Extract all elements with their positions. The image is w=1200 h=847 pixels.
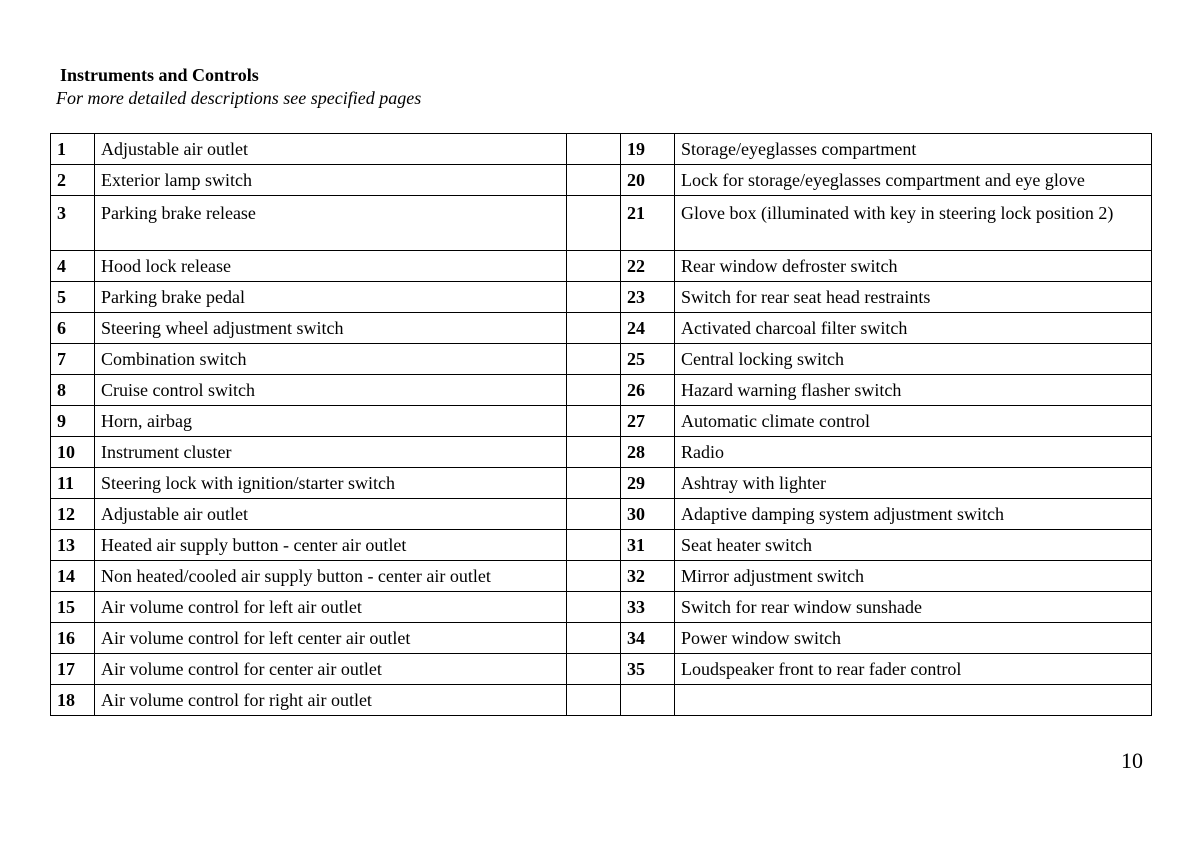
left-item-label: Heated air supply button - center air outlet <box>95 530 567 561</box>
right-item-label: Switch for rear seat head restraints <box>675 282 1152 313</box>
left-item-number: 13 <box>51 530 95 561</box>
right-item-number: 23 <box>621 282 675 313</box>
left-item-number: 9 <box>51 406 95 437</box>
right-item-label: Activated charcoal filter switch <box>675 313 1152 344</box>
spacer-cell <box>567 251 621 282</box>
controls-table <box>50 133 1152 716</box>
right-item-label: Storage/eyeglasses compartment <box>675 134 1152 165</box>
left-item-label: Hood lock release <box>95 251 567 282</box>
left-item-label: Instrument cluster <box>95 437 567 468</box>
right-item-label: Hazard warning flasher switch <box>675 375 1152 406</box>
spacer-cell <box>567 344 621 375</box>
left-item-label: Air volume control for left air outlet <box>95 592 567 623</box>
right-item-label: Automatic climate control <box>675 406 1152 437</box>
page-subtitle: For more detailed descriptions see specified pages <box>56 88 422 108</box>
left-item-number: 2 <box>51 165 95 196</box>
spacer-cell <box>567 530 621 561</box>
right-item-label: Mirror adjustment switch <box>675 561 1152 592</box>
left-item-label: Non heated/cooled air supply button - center air outlet <box>95 561 567 592</box>
left-item-number: 8 <box>51 375 95 406</box>
spacer-cell <box>567 623 621 654</box>
spacer-cell <box>567 468 621 499</box>
table-row <box>51 406 1152 437</box>
left-item-number: 10 <box>51 437 95 468</box>
left-item-label: Air volume control for right air outlet <box>95 685 567 716</box>
right-item-number: 27 <box>621 406 675 437</box>
left-item-label: Adjustable air outlet <box>95 499 567 530</box>
right-item-label: Lock for storage/eyeglasses compartment and eye glove <box>675 165 1152 196</box>
page-number: 10 <box>1121 748 1143 773</box>
spacer-cell <box>567 406 621 437</box>
spacer-cell <box>567 499 621 530</box>
table-row <box>51 654 1152 685</box>
left-item-label: Parking brake release <box>95 196 567 251</box>
right-item-label: Loudspeaker front to rear fader control <box>675 654 1152 685</box>
left-item-number: 7 <box>51 344 95 375</box>
left-item-label: Adjustable air outlet <box>95 134 567 165</box>
left-item-label: Air volume control for center air outlet <box>95 654 567 685</box>
left-item-number: 14 <box>51 561 95 592</box>
table-row <box>51 592 1152 623</box>
page-title: Instruments and Controls <box>60 65 259 85</box>
left-item-number: 4 <box>51 251 95 282</box>
table-row <box>51 468 1152 499</box>
table-row <box>51 165 1152 196</box>
left-item-number: 3 <box>51 196 95 251</box>
table-row <box>51 375 1152 406</box>
table-row <box>51 623 1152 654</box>
left-item-number: 15 <box>51 592 95 623</box>
spacer-cell <box>567 313 621 344</box>
right-item-number: 30 <box>621 499 675 530</box>
right-item-number: 28 <box>621 437 675 468</box>
table-row <box>51 344 1152 375</box>
spacer-cell <box>567 654 621 685</box>
left-item-number: 5 <box>51 282 95 313</box>
left-item-number: 12 <box>51 499 95 530</box>
right-item-number: 31 <box>621 530 675 561</box>
table-row <box>51 561 1152 592</box>
table-row <box>51 313 1152 344</box>
right-item-number: 35 <box>621 654 675 685</box>
left-item-label: Horn, airbag <box>95 406 567 437</box>
right-item-label: Seat heater switch <box>675 530 1152 561</box>
spacer-cell <box>567 165 621 196</box>
table-row <box>51 437 1152 468</box>
right-item-number: 32 <box>621 561 675 592</box>
right-item-label: Rear window defroster switch <box>675 251 1152 282</box>
spacer-cell <box>567 134 621 165</box>
right-item-label: Switch for rear window sunshade <box>675 592 1152 623</box>
right-item-number: 20 <box>621 165 675 196</box>
table-row <box>51 499 1152 530</box>
right-item-label: Glove box (illuminated with key in steering lock position 2) <box>675 196 1152 251</box>
spacer-cell <box>567 437 621 468</box>
left-item-label: Combination switch <box>95 344 567 375</box>
right-item-number: 33 <box>621 592 675 623</box>
table-row <box>51 251 1152 282</box>
left-item-label: Air volume control for left center air outlet <box>95 623 567 654</box>
right-item-label: Ashtray with lighter <box>675 468 1152 499</box>
right-item-number: 26 <box>621 375 675 406</box>
spacer-cell <box>567 196 621 251</box>
right-item-number: 22 <box>621 251 675 282</box>
right-item-number: 25 <box>621 344 675 375</box>
table-row <box>51 685 1152 716</box>
left-item-label: Steering lock with ignition/starter switch <box>95 468 567 499</box>
spacer-cell <box>567 561 621 592</box>
right-item-label: Central locking switch <box>675 344 1152 375</box>
left-item-number: 1 <box>51 134 95 165</box>
left-item-number: 17 <box>51 654 95 685</box>
right-item-label: Adaptive damping system adjustment switch <box>675 499 1152 530</box>
right-item-label: Power window switch <box>675 623 1152 654</box>
right-item-number: 29 <box>621 468 675 499</box>
table-row <box>51 530 1152 561</box>
right-item-label <box>675 685 1152 716</box>
spacer-cell <box>567 592 621 623</box>
table-row <box>51 196 1152 251</box>
right-item-number: 19 <box>621 134 675 165</box>
right-item-number: 21 <box>621 196 675 251</box>
left-item-number: 6 <box>51 313 95 344</box>
right-item-number: 24 <box>621 313 675 344</box>
left-item-label: Steering wheel adjustment switch <box>95 313 567 344</box>
table-row <box>51 134 1152 165</box>
right-item-number <box>621 685 675 716</box>
left-item-number: 16 <box>51 623 95 654</box>
table-row <box>51 282 1152 313</box>
right-item-label: Radio <box>675 437 1152 468</box>
left-item-label: Parking brake pedal <box>95 282 567 313</box>
left-item-number: 18 <box>51 685 95 716</box>
left-item-label: Cruise control switch <box>95 375 567 406</box>
spacer-cell <box>567 685 621 716</box>
left-item-number: 11 <box>51 468 95 499</box>
right-item-number: 34 <box>621 623 675 654</box>
left-item-label: Exterior lamp switch <box>95 165 567 196</box>
spacer-cell <box>567 375 621 406</box>
spacer-cell <box>567 282 621 313</box>
